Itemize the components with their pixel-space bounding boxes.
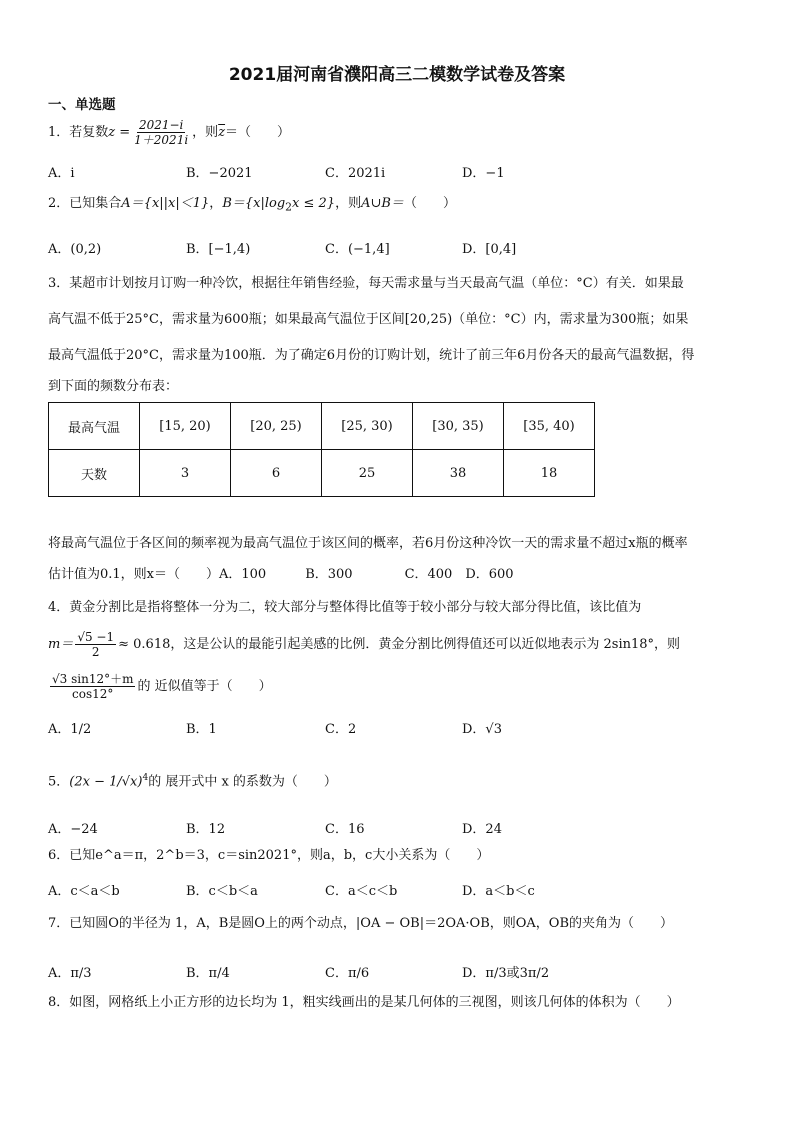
q1-frac-den: 1＋2021i	[134, 133, 189, 147]
question-2-stem	[48, 196, 456, 216]
q4-option-c: C．2	[325, 722, 357, 737]
q3-line-4: 到下面的频数分布表：	[48, 379, 179, 394]
q2-set-a: A＝{x||x|＜1}	[121, 196, 210, 211]
q4-expr-den: cos12°	[72, 687, 114, 701]
q2-log-base: 2	[285, 200, 293, 214]
q3-line-1: 3．某超市计划按月订购一种冷饮，根据往年销售经验，每天需求量与当天最高气温（单位：°C）有关．如果最	[48, 276, 684, 291]
table-cell: 38	[413, 450, 504, 497]
q3-line-6: 估计值为0.1，则x＝（ ）A．100 B．300 C．400 D．600	[48, 567, 514, 582]
q5-number: 5．	[48, 774, 70, 790]
q4-expr-fraction	[50, 672, 135, 701]
table-cell: 25	[322, 450, 413, 497]
q1-option-b: B．−2021	[186, 166, 253, 181]
table-cell: [30, 35)	[413, 403, 504, 450]
q6-option-c: C．a＜c＜b	[325, 884, 398, 899]
q1-text: 1．若复数	[48, 125, 109, 140]
table-cell: 18	[504, 450, 595, 497]
q5-text: 的 展开式中 x 的系数为（ ）	[148, 774, 337, 790]
question-6-stem: 6．已知e^a＝π，2^b＝3，c＝sin2021°，则a，b，c大小关系为（ ）	[48, 848, 490, 863]
q4-line-1: 4．黄金分割比是指将整体一分为二，较大部分与整体得比值等于较小部分与较大部分得比值，该比值为	[48, 600, 642, 615]
q4-frac-num: √5 −1	[77, 630, 115, 644]
question-8-stem: 8．如图，网格纸上小正方形的边长均为 1，粗实线画出的是某几何体的三视图，则该几何体的体积为（ ）	[48, 995, 680, 1010]
table-cell: 6	[231, 450, 322, 497]
question-1-stem	[48, 118, 290, 147]
q2-sep: ，	[209, 196, 223, 211]
q4-line-2	[48, 630, 680, 659]
q2-text-c: （ ）	[403, 196, 456, 211]
q3-line-3: 最高气温低于20°C，需求量为100瓶．为了确定6月份的订购计划，统计了前三年6月份各天的最高气温数据，得	[48, 348, 695, 363]
q2-option-d: D．[0,4]	[462, 242, 517, 257]
q4-m: m＝	[48, 637, 74, 652]
q2-option-b: B．[−1,4)	[186, 242, 251, 257]
q2-union: A∪B＝	[361, 196, 404, 211]
q4-line-3	[48, 672, 272, 701]
table-cell: [20, 25)	[231, 403, 322, 450]
question-5-stem	[48, 770, 337, 790]
q4-frac-den: 2	[91, 645, 100, 659]
table-cell: [15, 20)	[140, 403, 231, 450]
q1-frac-num: 2021−i	[138, 118, 184, 132]
q3-line-5: 将最高气温位于各区间的频率视为最高气温位于该区间的概率，若6月份这种冷饮一天的需求量不超过x瓶的概率	[48, 536, 688, 551]
q1-fraction	[132, 118, 190, 147]
table-cell: 天数	[49, 450, 140, 497]
q4-text: ≈ 0.618，这是公认的最能引起美感的比例．黄金分割比例得值还可以近似地表示为 2sin18°，则	[118, 637, 681, 652]
q4-option-b: B．1	[186, 722, 217, 737]
table-cell: 最高气温	[49, 403, 140, 450]
q7-option-a: A．π/3	[48, 966, 92, 981]
frequency-table	[48, 402, 595, 497]
q1-option-a: A．i	[48, 166, 75, 181]
q4-text-b: 的 近似值等于（ ）	[137, 679, 272, 694]
q1-text-c: ＝（ ）	[225, 125, 291, 140]
q5-option-b: B．12	[186, 822, 226, 837]
q2-option-a: A．(0,2)	[48, 242, 102, 257]
q5-option-c: C．16	[325, 822, 365, 837]
q5-option-d: D．24	[462, 822, 502, 837]
section-heading: 一、单选题	[48, 97, 116, 113]
q2-set-b: B＝{x|log	[222, 196, 286, 211]
q1-zbar: $\overline{z}$	[218, 125, 226, 140]
q5-option-a: A．−24	[48, 822, 98, 837]
page-title: 2021届河南省濮阳高三二模数学试卷及答案	[228, 65, 566, 85]
q2-option-c: C．(−1,4]	[325, 242, 390, 257]
q2-text-b: ，则	[335, 196, 362, 211]
q5-expression: (2x − 1/√x)	[69, 774, 143, 790]
table-row	[49, 403, 595, 450]
q1-z: z =	[108, 125, 131, 140]
q2-set-b-end: x ≤ 2}	[292, 196, 336, 211]
q1-option-c: C．2021i	[325, 166, 386, 181]
q6-option-a: A．c＜a＜b	[48, 884, 120, 899]
table-cell: [35, 40)	[504, 403, 595, 450]
q7-option-d: D．π/3或3π/2	[462, 966, 550, 981]
table-cell: 3	[140, 450, 231, 497]
q6-option-b: B．c＜b＜a	[186, 884, 258, 899]
q4-expr-num: √3 sin12°＋m	[52, 672, 134, 686]
q7-option-b: B．π/4	[186, 966, 230, 981]
q4-fraction	[75, 630, 116, 659]
q2-text: 2．已知集合	[48, 196, 122, 211]
q5-power: 4	[142, 773, 149, 783]
q7-option-c: C．π/6	[325, 966, 370, 981]
q3-line-2: 高气温不低于25°C，需求量为600瓶；如果最高气温位于区间[20,25)（单位：°C）内，需求量为300瓶；如果	[48, 312, 689, 327]
q1-option-d: D．−1	[462, 166, 505, 181]
q4-option-a: A．1/2	[48, 722, 92, 737]
q1-text-b: ，则	[192, 125, 219, 140]
table-row	[49, 450, 595, 497]
table-cell: [25, 30)	[322, 403, 413, 450]
q4-option-d: D．√3	[462, 722, 502, 737]
question-7-stem: 7．已知圆O的半径为 1，A，B是圆O上的两个动点，|OA − OB|＝2OA·OB，则OA，OB的夹角为（ ）	[48, 916, 674, 931]
q6-option-d: D．a＜b＜c	[462, 884, 535, 899]
